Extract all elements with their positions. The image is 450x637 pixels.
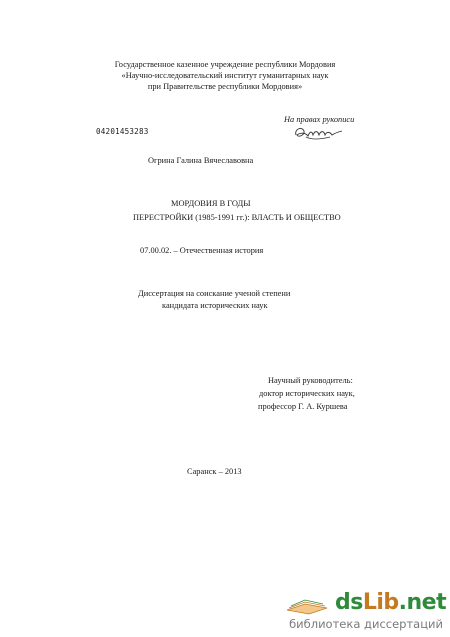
supervisor-name: профессор Г. А. Куршева [258,402,348,411]
title-line-1: МОРДОВИЯ В ГОДЫ [171,199,251,208]
watermark-subtitle: библиотека диссертаций [289,617,443,631]
title-line-2: ПЕРЕСТРОЙКИ (1985-1991 гг.): ВЛАСТЬ И ОБЩЕСТВО [133,213,341,222]
logo-net: .net [398,590,447,615]
supervisor-label: Научный руководитель: [268,376,353,385]
logo-ds: ds [335,590,363,615]
dslib-logo [335,590,446,615]
logo-lib: Lib [362,590,399,615]
place-and-year: Саранск – 2013 [187,467,242,476]
organization-line-1: Государственное казенное учреждение республики Мордовия [114,60,336,69]
manuscript-rights-note: На правах рукописи [284,115,355,124]
dslib-watermark [283,590,447,632]
degree-line-2: кандидата исторических наук [162,301,268,310]
document-code: 04201453283 [96,127,149,136]
handwritten-signature [292,123,344,143]
book-logo-icon [283,592,331,616]
organization-line-3: при Правительстве республики Мордовия» [147,82,303,91]
degree-line-1: Диссертация на соискание ученой степени [138,289,291,298]
specialty-code: 07.00.02. – Отечественная история [140,246,264,255]
supervisor-degree: доктор исторических наук, [259,389,355,398]
organization-line-2: «Научно-исследовательский институт гуманитарных наук [121,71,329,80]
author-name: Огрина Галина Вячеславовна [148,156,254,165]
